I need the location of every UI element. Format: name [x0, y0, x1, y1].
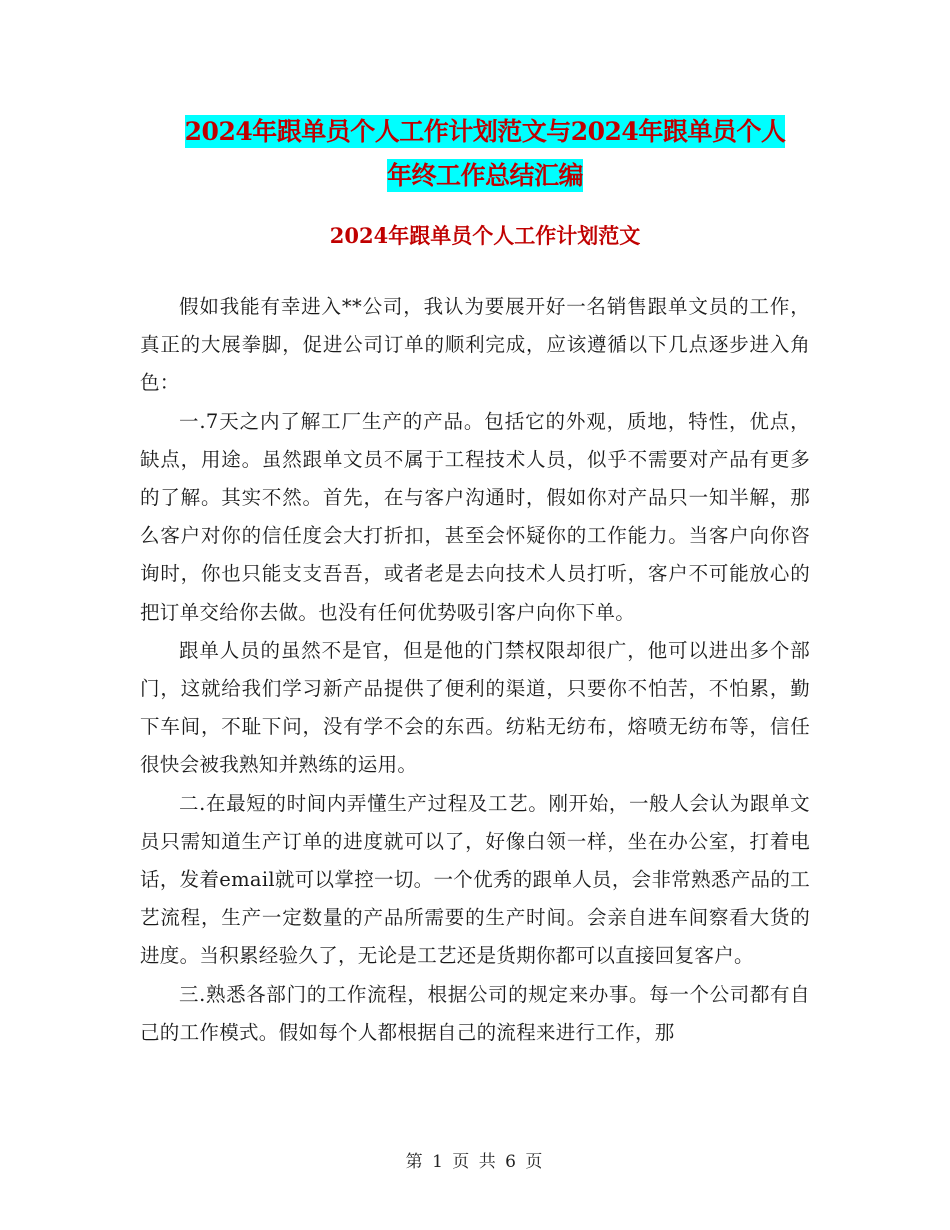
paragraph: 假如我能有幸进入**公司，我认为要展开好一名销售跟单文员的工作，真正的大展拳脚，促进公司订单的顺利完成，应该遵循以下几点逐步进入角色：	[140, 295, 810, 395]
document-body	[140, 288, 810, 1052]
paragraph: 二.在最短的时间内弄懂生产过程及工艺。刚开始，一般人会认为跟单文员只需知道生产订单的进度就可以了，好像白领一样，坐在办公室，打着电话，发着email就可以掌控一切。一个优秀的跟单人员，会非常熟悉产品的工艺流程，生产一定数量的产品所需要的生产时间。会亲自进车间察看大货的进度。当积累经验久了，无论是工艺还是货期你都可以直接回复客户。	[140, 791, 810, 968]
page-footer: 第 1 页 共 6 页	[405, 1152, 545, 1172]
paragraph: 三.熟悉各部门的工作流程，根据公司的规定来办事。每一个公司都有自己的工作模式。假如每个人都根据自己的流程来进行工作，那	[140, 982, 810, 1044]
section-title: 2024年跟单员个人工作计划范文	[329, 223, 641, 248]
document-title	[140, 110, 830, 198]
document-title-line1: 2024年跟单员个人工作计划范文与2024年跟单员个人	[184, 117, 786, 146]
paragraph: 跟单人员的虽然不是官，但是他的门禁权限却很广，他可以进出多个部门，这就给我们学习新产品提供了便利的渠道，只要你不怕苦，不怕累，勤下车间，不耻下问，没有学不会的东西。纺粘无纺布，熔喷无纺布等，信任很快会被我熟知并熟练的运用。	[140, 638, 810, 777]
document-title-line2: 年终工作总结汇编	[386, 161, 583, 190]
paragraph: 一.7天之内了解工厂生产的产品。包括它的外观，质地，特性，优点，缺点，用途。虽然跟单文员不属于工程技术人员，似乎不需要对产品有更多的了解。其实不然。首先，在与客户沟通时，假如你对产品只一知半解，那么客户对你的信任度会大打折扣，甚至会怀疑你的工作能力。当客户向你咨询时，你也只能支支吾吾，或者老是去向技术人员打听，客户不可能放心的把订单交给你去做。也没有任何优势吸引客户向你下单。	[140, 409, 810, 624]
